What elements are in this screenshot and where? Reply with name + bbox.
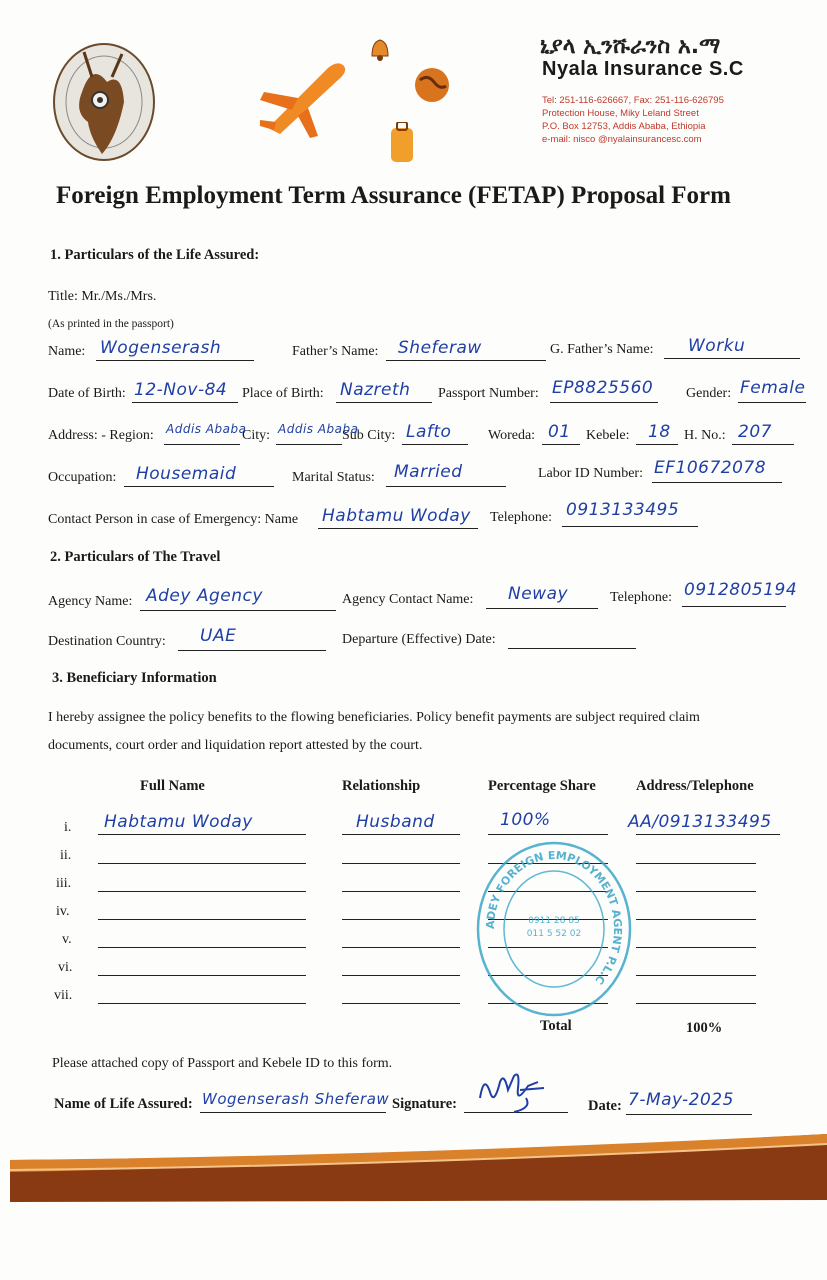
company-contact (542, 94, 724, 146)
section-1-heading: 1. Particulars of the Life Assured: (50, 247, 260, 263)
contact-line: e-mail: nisco @nyalainsurancesc.com (542, 134, 702, 145)
globe-icon (414, 66, 450, 109)
address-label: Address: - Region: (48, 428, 154, 443)
relationship-field[interactable] (342, 974, 460, 976)
beneficiary-statement-line1: I hereby assignee the policy benefits to the flowing beneficiaries. Policy benefit payments are subject required claim (48, 710, 700, 725)
address-field[interactable] (636, 862, 756, 864)
city-label: City: (242, 428, 271, 443)
full-name-field[interactable] (98, 946, 306, 948)
laborid-value: EF10672078 (654, 458, 767, 478)
relationship-field[interactable] (342, 1002, 460, 1004)
emergency-tel-value: 0913133495 (566, 500, 680, 520)
agency-contact-label: Agency Contact Name: (342, 592, 474, 607)
pob-value: Nazreth (340, 380, 411, 400)
gfather-name-value: Worku (688, 336, 746, 356)
emergency-tel-label: Telephone: (490, 510, 552, 525)
agency-tel-label: Telephone: (610, 590, 672, 605)
row-number: ii. (60, 848, 72, 863)
kebele-label: Kebele: (586, 428, 630, 443)
address-field[interactable] (636, 833, 780, 835)
beneficiary-relationship: Husband (356, 812, 435, 832)
beneficiary-share: 100% (500, 810, 551, 830)
svg-text:0911 28 85: 0911 28 85 (528, 916, 580, 926)
relationship-field[interactable] (342, 890, 460, 892)
contact-line: P.O. Box 12753, Addis Ababa, Ethiopia (542, 121, 706, 132)
passport-value: EP8825560 (552, 378, 654, 398)
destination-label: Destination Country: (48, 634, 166, 649)
row-number: v. (62, 932, 72, 947)
signature-image (474, 1068, 554, 1119)
relationship-field[interactable] (342, 833, 460, 835)
departure-field[interactable] (508, 628, 636, 649)
full-name-field[interactable] (98, 974, 306, 976)
region-value: Addis Ababa (166, 422, 247, 436)
occupation-value: Housemaid (136, 464, 237, 484)
column-header-percentage: Percentage Share (488, 778, 596, 794)
life-assured-name-label: Name of Life Assured: (54, 1096, 193, 1112)
city-value: Addis Ababa (278, 422, 359, 436)
full-name-field[interactable] (98, 1002, 306, 1004)
relationship-field[interactable] (342, 946, 460, 948)
father-name-value: Sheferaw (398, 338, 482, 358)
signature-label: Signature: (392, 1096, 457, 1112)
gender-value: Female (740, 378, 806, 398)
column-header-relationship: Relationship (342, 778, 421, 794)
agency-stamp (474, 838, 634, 1020)
kebele-value: 18 (648, 422, 671, 442)
hno-value: 207 (738, 422, 772, 442)
footer-decorative-band (0, 1130, 827, 1210)
company-logo (52, 42, 156, 166)
agency-tel-value: 0912805194 (684, 580, 798, 600)
beneficiary-name: Habtamu Woday (104, 812, 253, 832)
share-field[interactable] (488, 833, 608, 835)
address-field[interactable] (636, 918, 756, 920)
name-label: Name: (48, 344, 86, 359)
section-2-heading: 2. Particulars of The Travel (50, 549, 221, 565)
title-label: Title: Mr./Ms./Mrs. (48, 289, 157, 304)
full-name-field[interactable] (98, 890, 306, 892)
agency-name-label: Agency Name: (48, 594, 133, 609)
row-number: vii. (54, 988, 73, 1003)
relationship-field[interactable] (342, 918, 460, 920)
address-field[interactable] (636, 890, 756, 892)
departure-label: Departure (Effective) Date: (342, 632, 496, 647)
emergency-label: Contact Person in case of Emergency: Name (48, 512, 299, 527)
attach-note: Please attached copy of Passport and Kebele ID to this form. (52, 1056, 393, 1071)
column-header-full-name: Full Name (140, 778, 205, 794)
row-number: iii. (56, 876, 72, 891)
occupation-label: Occupation: (48, 470, 117, 485)
contact-line: Tel: 251-116-626667, Fax: 251-116-626795 (542, 95, 724, 106)
destination-value: UAE (200, 626, 237, 646)
woreda-label: Woreda: (488, 428, 536, 443)
dob-label: Date of Birth: (48, 386, 126, 401)
hno-label: H. No.: (684, 428, 726, 443)
woreda-value: 01 (548, 422, 571, 442)
gender-label: Gender: (686, 386, 732, 401)
passport-label: Passport Number: (438, 386, 539, 401)
address-field[interactable] (636, 946, 756, 948)
luggage-icon (388, 122, 416, 169)
life-assured-name-value: Wogenserash Sheferaw (202, 1090, 390, 1108)
total-label: Total (540, 1018, 572, 1034)
marital-value: Married (394, 462, 463, 482)
section-3-heading: 3. Beneficiary Information (52, 670, 217, 686)
row-number: vi. (58, 960, 73, 975)
form-title: Foreign Employment Term Assurance (FETAP) Proposal Form (56, 182, 731, 209)
full-name-field[interactable] (98, 833, 306, 835)
company-name-english: Nyala Insurance S.C (542, 58, 744, 80)
address-field[interactable] (636, 974, 756, 976)
date-label: Date: (588, 1098, 622, 1114)
company-name-amharic: ኒያላ ኢንሹራንስ አ.ማ (540, 34, 721, 59)
full-name-field[interactable] (98, 918, 306, 920)
airplane-icon (258, 58, 350, 143)
row-number: iv. (56, 904, 70, 919)
subcity-value: Lafto (406, 422, 452, 442)
row-number: i. (64, 820, 72, 835)
name-value: Wogenserash (100, 338, 222, 358)
pob-label: Place of Birth: (242, 386, 324, 401)
full-name-field[interactable] (98, 862, 306, 864)
column-header-address: Address/Telephone (636, 778, 754, 794)
dob-value: 12-Nov-84 (134, 380, 228, 400)
total-value: 100% (686, 1020, 723, 1036)
address-field[interactable] (636, 1002, 756, 1004)
beneficiary-address: AA/0913133495 (628, 812, 772, 832)
laborid-label: Labor ID Number: (538, 466, 643, 481)
subcity-label: Sub City: (342, 428, 396, 443)
agency-contact-value: Neway (508, 584, 569, 604)
svg-text:011 5 52 02: 011 5 52 02 (526, 929, 582, 939)
relationship-field[interactable] (342, 862, 460, 864)
beneficiary-statement-line2: documents, court order and liquidation report attested by the court. (48, 738, 423, 753)
contact-line: Protection House, Miky Leland Street (542, 108, 699, 119)
agency-name-value: Adey Agency (146, 586, 263, 606)
father-name-label: Father’s Name: (292, 344, 379, 359)
emergency-name-value: Habtamu Woday (322, 506, 471, 526)
gfather-name-label: G. Father’s Name: (550, 342, 654, 357)
stamp-text: ADEY FOREIGN EMPLOYMENT AGENT P.L.C (483, 848, 625, 987)
marital-label: Marital Status: (292, 470, 375, 485)
passport-note: (As printed in the passport) (48, 318, 174, 330)
date-value: 7-May-2025 (628, 1090, 734, 1110)
bell-icon (366, 34, 394, 67)
